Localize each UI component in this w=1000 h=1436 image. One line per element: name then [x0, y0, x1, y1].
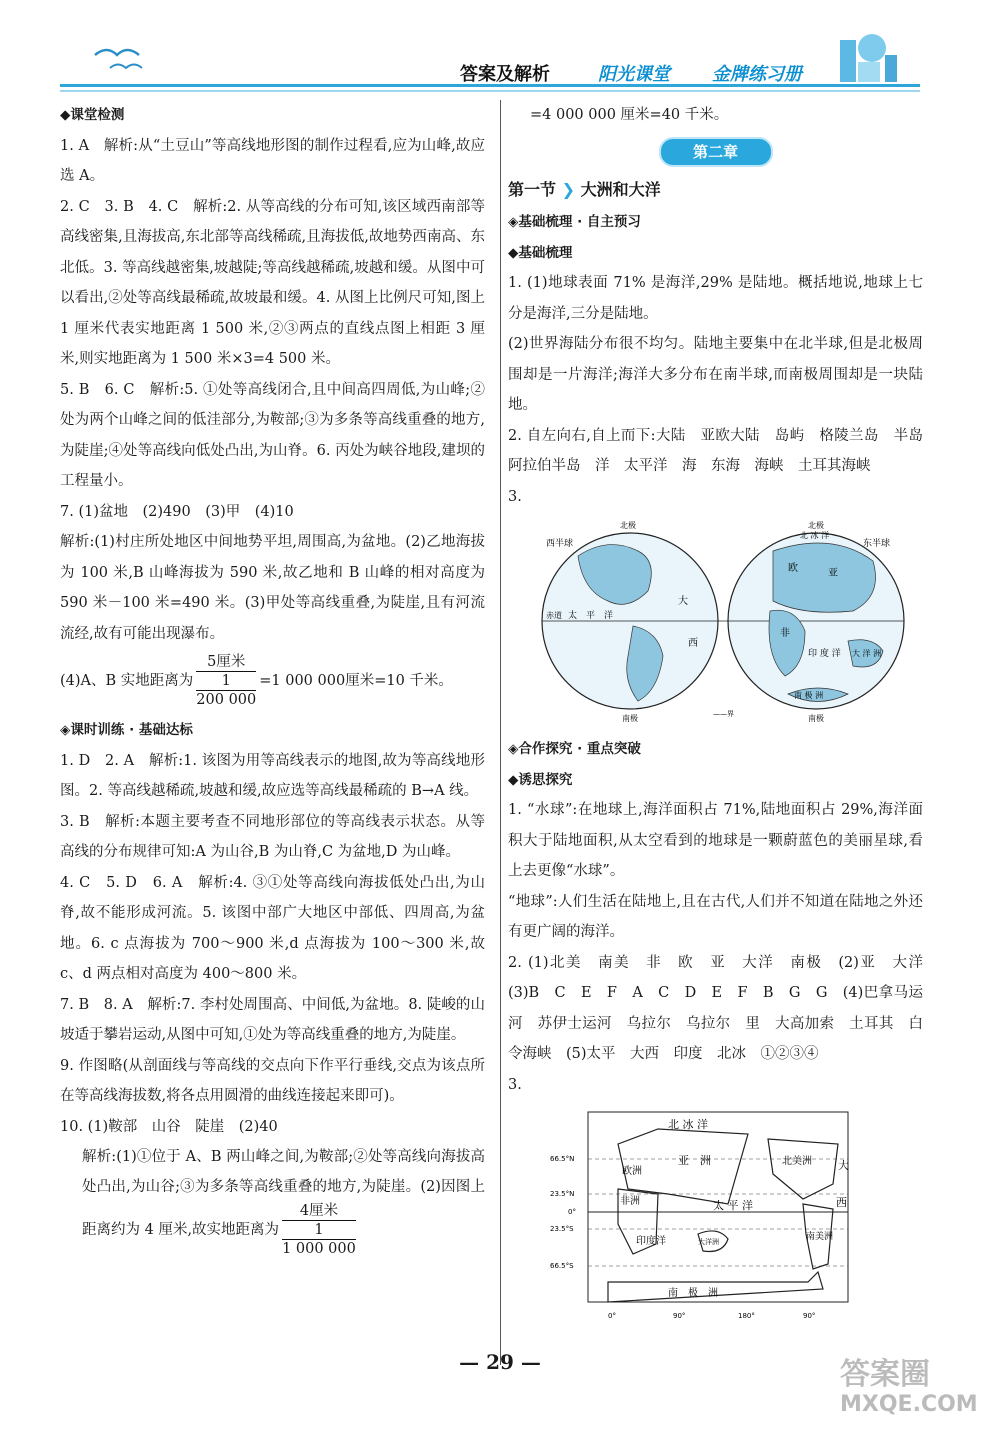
answer-paragraph: 3. B 解析:本题主要考查不同地形部位的等高线表示状态。从等高线的分布规律可知:A 为山谷,B 为山脊,C 为盆地,D 为山峰。 — [60, 813, 485, 860]
fraction-suffix: =1 000 000厘米=10 千米。 — [259, 673, 453, 689]
answer-paragraph: 3. — [508, 1076, 522, 1093]
fraction — [282, 1202, 356, 1258]
answer-paragraph: “地球”:人们生活在陆地上,且在古代,人们并不知道在陆地之外还有更广阔的海洋。 — [508, 893, 923, 940]
header-brand: 阳光课堂 — [598, 64, 670, 85]
label-asia: 亚 洲 — [678, 1154, 711, 1167]
label-east-hemisphere: 东半球 — [863, 539, 891, 549]
answer-paragraph: 3. — [508, 488, 522, 505]
answer-paragraph: (2)世界海陆分布很不均匀。陆地主要集中在北半球,但是北极周围却是一片海洋;海洋大多分布在南半球,而南极周围却是一块陆地。 — [508, 336, 923, 413]
label-indian-ocean: 印 度 洋 — [808, 649, 841, 659]
fraction-numerator: 4厘米 — [282, 1202, 356, 1221]
hemispheres-map — [538, 516, 908, 726]
label-south-america: 南美洲 — [806, 1232, 834, 1242]
lon-label: 180° — [738, 1312, 755, 1320]
answer-paragraph: 解析:(1)村庄所处地区中间地势平坦,周围高,为盆地。(2)乙地海拔为 100 米,B 山峰海拔为 590 米,故乙地和 B 山峰的相对高度为 590 米－100 米=490 米。(3)甲处等高线重叠,为陡崖,且有河流流经,故有可能出现瀑布。 — [60, 534, 485, 642]
label-pacific-2: 平 — [586, 611, 596, 621]
chevron-right-icon: ❯ — [561, 179, 575, 199]
fraction — [196, 653, 256, 709]
label-arctic-ocean: 北 冰 洋 — [800, 531, 830, 540]
section-heading: ◆课堂检测 — [60, 107, 125, 123]
section-heading: ◆诱思探究 — [508, 771, 573, 788]
label-north-pole: 北极 — [808, 521, 824, 530]
answer-paragraph: 4. C 5. D 6. A 解析:4. ③①处等高线向海拔低处凸出,为山脊,故不能形成河流。5. 该图中部广大地区中部低、四周高,为盆地。6. c 点海拔为 700～900 米,d 点海拔为 100～300 米,故 c、d 两点相对高度为 400～800 米。 — [60, 874, 485, 982]
label-south-pole: 南极 — [808, 714, 824, 723]
label-equator: 赤道 — [546, 611, 562, 620]
label-oceania: 大洋洲 — [698, 1238, 719, 1246]
answer-paragraph: 1. A 解析:从“土豆山”等高线地形图的制作过程看,应为山峰,故应选 A。 — [60, 137, 485, 184]
answer-paragraph: 2. (1)北美 南美 非 欧 亚 大洋 南极 (2)亚 大洋 (3)B C E F A C D E F B G G (4)巴拿马运河 苏伊士运河 乌拉尔 乌拉尔 里 大高加索 土耳其 白令海峡 (5)太平 大西 印度 北冰 ①②③④ — [508, 954, 938, 1062]
left-column — [60, 100, 485, 1258]
label-pacific-1: 太 — [568, 611, 578, 621]
label-atlantic-2: 西 — [688, 638, 698, 649]
label-oceania: 大 洋 洲 — [852, 649, 882, 658]
answer-paragraph: 9. 作图略(从剖面线与等高线的交点向下作平行垂线,交点为该点所在等高线海拔数,将各点用圆滑的曲线连接起来即可)。 — [60, 1057, 485, 1104]
world-continents-map — [548, 1104, 868, 1324]
label-north-america: 北美洲 — [782, 1156, 812, 1167]
label-antarctica: 南 极 洲 — [668, 1288, 718, 1299]
section-number: 第一节 — [508, 179, 557, 199]
answer-paragraph: 2. C 3. B 4. C 解析:2. 从等高线的分布可知,该区域西南部等高线密集,且海拔高,东北部等高线稀疏,且海拔低,故地势西南高、东北低。3. 等高线越密集,坡越陡;等高线越稀疏,坡越和缓。从图中可以看出,②处等高线最稀疏,故坡最和缓。4. 从图上比例尺可知,图上 1 厘米代表实地距离 1 500 米,②③两点的直线点图上相距 3 厘米,则实地距离为 1 500 米×3=4 500 米。 — [60, 198, 485, 367]
answer-paragraph: 1. D 2. A 解析:1. 该图为用等高线表示的地图,故为等高线地形图。2. 等高线越稀疏,坡越和缓,故应选等高线最稀疏的 B→A 线。 — [60, 752, 485, 799]
label-arctic-ocean: 北 冰 洋 — [668, 1118, 708, 1131]
answer-paragraph: 1. “水球”:在地球上,海洋面积占 71%,陆地面积占 29%,海洋面积大于陆地面积,从太空看到的地球是一颗蔚蓝色的美丽星球,看上去更像“水球”。 — [508, 802, 923, 879]
explanation-text: 解析:(1)①位于 A、B 两山峰之间,为鞍部;②处等高线向海拔高处凸出,为山谷;③为多条等高线重叠的地方,为陡崖。(2)因图上距离约为 4 厘米,故实地距离为 — [82, 1149, 485, 1238]
column-divider — [500, 100, 501, 1365]
fraction-numerator: 5厘米 — [196, 653, 256, 672]
legend-boundary: ——界 — [713, 710, 734, 718]
header-title: 答案及解析 — [460, 64, 550, 85]
fraction-denominator-2: 1 000 000 — [282, 1241, 356, 1257]
lon-label: 0° — [608, 1312, 616, 1320]
section-title — [508, 175, 923, 206]
lon-label: 90° — [673, 1312, 686, 1320]
lon-label: 90° — [803, 1312, 816, 1320]
header-series: 金牌练习册 — [712, 64, 802, 85]
label-west-hemisphere: 西半球 — [546, 539, 574, 549]
watermark-domain: MXQE.COM — [840, 1392, 978, 1417]
answer-paragraph: 10. (1)鞍部 山谷 陡崖 (2)40 — [60, 1118, 278, 1135]
label-africa: 非洲 — [620, 1196, 640, 1207]
label-atlantic-1: 大 — [838, 1159, 849, 1172]
answer-paragraph: 7. (1)盆地 (2)490 (3)甲 (4)10 — [60, 503, 294, 520]
label-south-pole: 南极 — [622, 714, 638, 723]
label-pacific-3: 洋 — [604, 611, 614, 621]
answer-paragraph: =4 000 000 厘米=40 千米。 — [530, 107, 729, 123]
label-pacific: 太 平 洋 — [713, 1199, 753, 1212]
label-antarctica: 南 极 洲 — [794, 691, 824, 700]
label-europe: 欧洲 — [622, 1166, 642, 1177]
watermark-logo — [840, 1357, 978, 1420]
answer-paragraph: 5. B 6. C 解析:5. ①处等高线闭合,且中间高四周低,为山峰;②处为两个山峰之间的低洼部分,为鞍部;③为多条等高线重叠的地方,为陡崖;④处等高线向低处凸出,为山脊。6. 丙处为峡谷地段,建坝的工程量小。 — [60, 381, 485, 489]
label-europe: 欧 — [788, 563, 798, 574]
fraction-denominator: 1 — [196, 672, 256, 691]
fraction-denominator: 1 — [282, 1221, 356, 1240]
lat-label: 66.5°N — [550, 1155, 575, 1163]
lat-label: 23.5°N — [550, 1190, 575, 1198]
lat-label: 66.5°S — [550, 1262, 574, 1270]
fraction-denominator-2: 200 000 — [196, 692, 257, 708]
watermark-text: 答案圈 — [840, 1357, 930, 1392]
page-header — [0, 0, 1000, 100]
section-name: 大洲和大洋 — [580, 179, 661, 199]
section-heading: ◈课时训练 · 基础达标 — [60, 722, 193, 738]
right-column — [508, 100, 938, 1324]
answer-paragraph: 7. B 8. A 解析:7. 李村处周围高、中间低,为盆地。8. 陡峻的山坡适于攀岩运动,从图中可知,①处为等高线重叠的地方,为陡崖。 — [60, 996, 485, 1043]
label-atlantic: 大 — [678, 596, 688, 607]
label-north-pole: 北极 — [620, 521, 636, 530]
label-asia: 亚 — [828, 568, 838, 579]
section-heading: ◈基础梳理 · 自主预习 — [508, 214, 641, 230]
section-heading: ◈合作探究 · 重点突破 — [508, 741, 641, 757]
lat-label: 0° — [568, 1208, 576, 1216]
label-africa: 非 — [780, 628, 790, 639]
fraction-prefix: (4)A、B 实地距离为 — [60, 673, 194, 689]
label-indian-ocean: 印度洋 — [636, 1236, 666, 1247]
label-atlantic-2: 西 — [836, 1196, 847, 1209]
answer-paragraph: 1. (1)地球表面 71% 是海洋,29% 是陆地。概括地说,地球上七分是海洋,三分是陆地。 — [508, 275, 923, 322]
lat-label: 23.5°S — [550, 1225, 574, 1233]
answer-paragraph-fraction — [60, 653, 485, 709]
answer-paragraph: 2. 自左向右,自上而下:大陆 亚欧大陆 岛屿 格陵兰岛 半岛 阿拉伯半岛 洋 太平洋 海 东海 海峡 土耳其海峡 — [508, 427, 938, 474]
answer-paragraph — [60, 1142, 485, 1258]
page-number: — 29 — — [459, 1350, 541, 1374]
header-rule-thin — [60, 90, 920, 92]
chapter-badge: 第二章 — [659, 137, 773, 167]
section-heading: ◆基础梳理 — [508, 244, 573, 261]
